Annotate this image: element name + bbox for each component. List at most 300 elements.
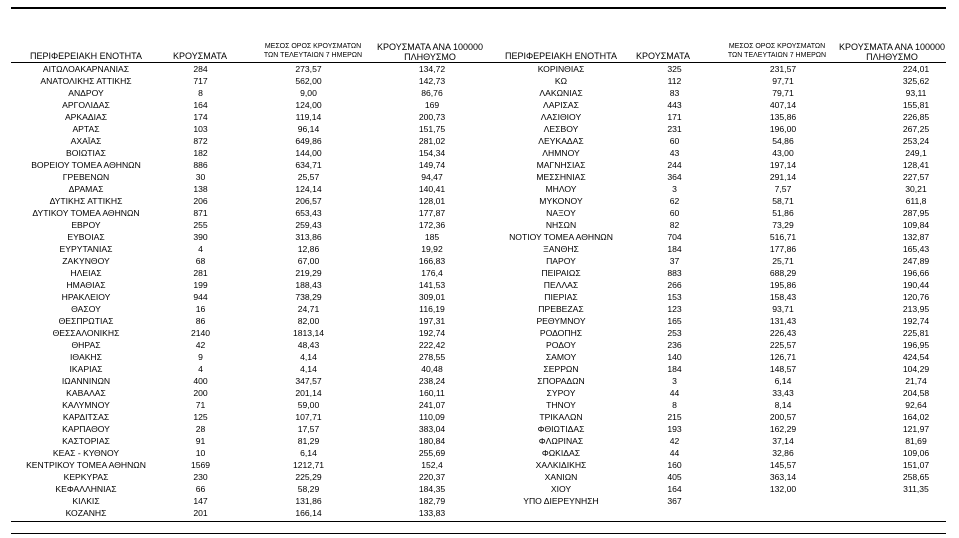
cell-per-100k: 247,89 [902,256,930,266]
cell-region-name: ΤΗΝΟΥ [546,400,576,410]
table-row [486,243,959,255]
cell-cases: 103 [193,124,208,134]
cell-cases: 443 [667,100,682,110]
table-row [486,87,959,99]
cell-per-100k: 611,8 [905,196,927,206]
header-region-left: ΠΕΡΙΦΕΡΕΙΑΚΗ ΕΝΟΤΗΤΑ [29,51,143,61]
cell-per-100k: 192,74 [418,328,446,338]
cell-avg-7day: 1212,71 [292,460,325,470]
table-row [11,399,487,411]
cell-region-name: ΝΟΤΙΟΥ ΤΟΜΕΑ ΑΘΗΝΩΝ [509,232,613,242]
table-row [486,363,959,375]
cell-region-name: ΘΕΣΠΡΩΤΙΑΣ [58,316,114,326]
cell-region-name: ΥΠΟ ΔΙΕΡΕΥΝΗΣΗ [523,496,599,506]
table-row [11,87,487,99]
table-row [11,363,487,375]
cell-per-100k: 177,87 [418,208,446,218]
cell-per-100k: 224,01 [902,64,930,74]
header-per100k-left [370,42,490,62]
cell-avg-7day: 738,29 [295,292,322,302]
table-row [11,255,487,267]
cell-avg-7day: 107,71 [295,412,322,422]
top-rule [11,7,946,9]
cell-avg-7day: 225,57 [769,340,797,350]
cell-per-100k: 180,84 [418,436,446,446]
table-row [11,435,487,447]
cell-region-name: ΚΟΡΙΝΘΙΑΣ [537,64,585,74]
table-row [11,123,487,135]
table-row [11,291,487,303]
table-row [486,195,959,207]
table-row [11,339,487,351]
cell-region-name: ΚΕΡΚΥΡΑΣ [63,472,109,482]
cell-cases: 68 [195,256,206,266]
cell-avg-7day: 196,00 [769,124,797,134]
cell-per-100k: 110,09 [419,412,445,422]
cell-region-name: ΣΥΡΟΥ [546,388,576,398]
table-row [486,111,959,123]
cell-avg-7day: 25,57 [297,172,320,182]
cell-per-100k: 30,21 [905,184,927,194]
cell-region-name: ΚΑΛΥΜΝΟΥ [62,400,110,410]
cell-avg-7day: 634,71 [295,160,322,170]
cell-avg-7day: 226,43 [769,328,797,338]
table-row [11,411,487,423]
cell-cases: 112 [667,76,682,86]
cell-per-100k: 104,29 [902,364,930,374]
cell-per-100k: 164,02 [902,412,930,422]
cell-cases: 164 [667,484,682,494]
cell-region-name: ΜΥΚΟΝΟΥ [539,196,583,206]
cell-per-100k: 196,66 [902,268,930,278]
cell-avg-7day: 82,00 [297,316,320,326]
header-cases-right: ΚΡΟΥΣΜΑΤΑ [636,51,690,61]
header-cases-left: ΚΡΟΥΣΜΑΤΑ [173,51,227,61]
cell-avg-7day: 97,71 [772,76,794,86]
cell-region-name: ΒΟΡΕΙΟΥ ΤΟΜΕΑ ΑΘΗΝΩΝ [31,160,141,170]
cell-cases: 171 [667,112,682,122]
cell-per-100k: 134,72 [418,64,446,74]
table-row [11,315,487,327]
cell-avg-7day: 273,57 [295,64,322,74]
cell-region-name: ΛΑΣΙΘΙΟΥ [540,112,582,122]
cell-region-name: ΗΛΕΙΑΣ [70,268,102,278]
cell-per-100k: 220,37 [418,472,446,482]
table-row [486,207,959,219]
cell-region-name: ΕΥΒΟΙΑΣ [67,232,105,242]
header-per100k-left-line1: ΚΡΟΥΣΜΑΤΑ ΑΝΑ 100000 [377,42,483,52]
table-row [11,171,487,183]
cell-region-name: ΚΕΑΣ - ΚΥΘΝΟΥ [52,448,120,458]
table-row [11,219,487,231]
cell-region-name: ΝΗΣΩΝ [545,220,577,230]
cell-avg-7day: 219,29 [295,268,322,278]
cell-per-100k: 184,35 [418,484,446,494]
cell-avg-7day: 562,00 [295,76,322,86]
table-row [11,183,487,195]
cell-region-name: ΚΟΖΑΝΗΣ [65,508,107,518]
table-row [11,471,487,483]
cell-region-name: ΘΗΡΑΣ [71,340,101,350]
cell-cases: 266 [667,280,682,290]
cell-avg-7day: 4,14 [300,364,317,374]
cell-avg-7day: 67,00 [297,256,320,266]
bottom-rule-2 [11,533,946,534]
cell-region-name: ΗΡΑΚΛΕΙΟΥ [61,292,111,302]
cell-region-name: ΦΩΚΙΔΑΣ [541,448,581,458]
cell-region-name: ΓΡΕΒΕΝΩΝ [62,172,110,182]
cell-cases: 871 [193,208,208,218]
cell-per-100k: 227,57 [902,172,930,182]
cell-cases: 215 [667,412,682,422]
cell-cases: 199 [193,280,208,290]
cell-region-name: ΕΥΡΥΤΑΝΙΑΣ [59,244,113,254]
cell-region-name: ΤΡΙΚΑΛΩΝ [539,412,583,422]
cell-cases: 165 [667,316,682,326]
cell-avg-7day: 25,71 [772,256,794,266]
cell-avg-7day: 195,86 [769,280,797,290]
cell-per-100k: 165,43 [902,244,930,254]
cell-per-100k: 109,06 [902,448,930,458]
cell-avg-7day: 79,71 [772,88,794,98]
cell-avg-7day: 48,43 [297,340,320,350]
cell-cases: 153 [667,292,682,302]
cell-cases: 16 [195,304,206,314]
cell-cases: 60 [669,136,680,146]
header-per100k-left-line2: ΠΛΗΘΥΣΜΟ [404,52,456,62]
cell-region-name: ΛΕΣΒΟΥ [543,124,579,134]
cell-region-name: ΚΑΒΑΛΑΣ [66,388,106,398]
cell-avg-7day: 197,14 [769,160,797,170]
cell-region-name: ΙΚΑΡΙΑΣ [69,364,103,374]
cell-region-name: ΜΑΓΝΗΣΙΑΣ [536,160,586,170]
cell-avg-7day: 58,71 [772,196,794,206]
cell-per-100k: 200,73 [418,112,446,122]
cell-cases: 367 [667,496,682,506]
cell-cases: 200 [193,388,208,398]
cell-region-name: ΑΡΚΑΔΙΑΣ [64,112,108,122]
table-row [11,447,487,459]
cell-per-100k: 21,74 [905,376,927,386]
cell-cases: 201 [193,508,208,518]
cell-per-100k: 424,54 [902,352,930,362]
table-row [486,183,959,195]
cell-per-100k: 287,95 [902,208,930,218]
table-row [486,99,959,111]
cell-per-100k: 151,75 [418,124,446,134]
cell-cases: 86 [195,316,206,326]
cell-avg-7day: 291,14 [769,172,797,182]
table-row [486,327,959,339]
table-row [11,303,487,315]
cell-region-name: ΘΕΣΣΑΛΟΝΙΚΗΣ [52,328,120,338]
cell-cases: 8 [198,88,203,98]
table-row [486,231,959,243]
table-row [486,159,959,171]
cell-cases: 37 [669,256,680,266]
cell-region-name: ΣΑΜΟΥ [545,352,577,362]
header-avg-right [712,42,842,60]
cell-avg-7day: 259,43 [295,220,322,230]
table-row [486,267,959,279]
cell-cases: 8 [672,400,677,410]
cell-per-100k: 166,83 [418,256,446,266]
cell-region-name: ΠΑΡΟΥ [546,256,576,266]
cell-region-name: ΜΕΣΣΗΝΙΑΣ [536,172,586,182]
cell-per-100k: 141,53 [418,280,446,290]
cell-per-100k: 278,55 [418,352,446,362]
cell-per-100k: 255,69 [418,448,446,458]
cell-region-name: ΘΑΣΟΥ [71,304,101,314]
cell-region-name: ΚΕΦΑΛΛΗΝΙΑΣ [55,484,117,494]
cell-per-100k: 120,76 [902,292,930,302]
cell-cases: 91 [195,436,206,446]
cell-region-name: ΗΜΑΘΙΑΣ [66,280,106,290]
cell-region-name: ΧΑΝΙΩΝ [544,472,578,482]
table-row [486,291,959,303]
cell-avg-7day: 7,57 [774,184,792,194]
table-row [486,375,959,387]
cell-avg-7day: 51,86 [772,208,794,218]
cell-avg-7day: 158,43 [769,292,797,302]
table-row [11,507,487,519]
cell-avg-7day: 43,00 [772,148,794,158]
cell-per-100k: 281,02 [418,136,446,146]
cell-per-100k: 154,34 [418,148,446,158]
cell-avg-7day: 32,86 [772,448,794,458]
table-row [11,279,487,291]
table-row [486,399,959,411]
cell-per-100k: 238,24 [418,376,446,386]
cell-avg-7day: 363,14 [769,472,797,482]
cell-avg-7day: 124,14 [295,184,322,194]
cell-cases: 4 [198,244,203,254]
cell-cases: 3 [672,376,677,386]
cell-per-100k: 40,48 [421,364,443,374]
cell-region-name: ΣΠΟΡΑΔΩΝ [537,376,585,386]
cell-avg-7day: 347,57 [295,376,322,386]
cell-region-name: ΛΗΜΝΟΥ [542,148,580,158]
table-row [11,267,487,279]
cell-cases: 83 [669,88,680,98]
cell-avg-7day: 37,14 [772,436,794,446]
cell-avg-7day: 4,14 [300,352,317,362]
cell-cases: 43 [669,148,680,158]
cell-avg-7day: 24,71 [297,304,320,314]
cell-avg-7day: 313,86 [295,232,322,242]
right-table [486,63,959,507]
cell-per-100k: 116,19 [419,304,445,314]
cell-avg-7day: 126,71 [769,352,797,362]
cell-per-100k: 267,25 [902,124,930,134]
cell-cases: 44 [669,448,680,458]
cell-region-name: ΛΑΡΙΣΑΣ [543,100,579,110]
cell-avg-7day: 8,14 [774,400,792,410]
cell-region-name: ΝΑΞΟΥ [546,208,576,218]
table-row [486,219,959,231]
cell-per-100k: 182,79 [418,496,446,506]
cell-per-100k: 176,4 [421,268,443,278]
cell-region-name: ΔΥΤΙΚΗΣ ΑΤΤΙΚΗΣ [49,196,123,206]
cell-region-name: ΛΕΥΚΑΔΑΣ [538,136,584,146]
table-row [486,495,959,507]
table-row [486,411,959,423]
cell-cases: 30 [195,172,206,182]
cell-avg-7day: 148,57 [769,364,797,374]
cell-per-100k: 204,58 [902,388,930,398]
cell-per-100k: 92,64 [905,400,927,410]
cell-per-100k: 94,47 [421,172,443,182]
cell-avg-7day: 407,14 [769,100,797,110]
cell-avg-7day: 688,29 [769,268,797,278]
cell-region-name: ΑΝΔΡΟΥ [68,88,104,98]
cell-cases: 160 [667,460,682,470]
cell-cases: 236 [667,340,682,350]
cell-avg-7day: 17,57 [297,424,320,434]
cell-per-100k: 86,76 [421,88,443,98]
cell-per-100k: 197,31 [418,316,446,326]
table-row [11,135,487,147]
cell-per-100k: 155,81 [902,100,930,110]
table-row [11,483,487,495]
table-row [486,315,959,327]
cell-avg-7day: 145,57 [769,460,797,470]
cell-region-name: ΙΩΑΝΝΙΝΩΝ [61,376,111,386]
table-row [486,387,959,399]
cell-cases: 405 [667,472,682,482]
cell-cases: 10 [195,448,206,458]
cell-region-name: ΜΗΛΟΥ [545,184,577,194]
cell-cases: 60 [669,208,680,218]
table-row [486,135,959,147]
cell-region-name: ΚΙΛΚΙΣ [72,496,100,506]
cell-per-100k: 142,73 [418,76,446,86]
table-row [486,171,959,183]
cell-region-name: ΚΩ [554,76,568,86]
cell-avg-7day: 162,29 [769,424,797,434]
cell-region-name: ΑΡΓΟΛΙΔΑΣ [62,100,110,110]
cell-per-100k: 132,87 [902,232,930,242]
cell-per-100k: 149,74 [418,160,446,170]
table-row [11,111,487,123]
table-row [486,123,959,135]
cell-region-name: ΠΙΕΡΙΑΣ [544,292,578,302]
cell-region-name: ΔΡΑΜΑΣ [68,184,104,194]
table-row [11,243,487,255]
table-row [11,387,487,399]
cell-avg-7day: 144,00 [295,148,322,158]
table-row [486,303,959,315]
cell-region-name: ΡΟΔΟΥ [546,340,576,350]
cell-cases: 184 [667,244,682,254]
cell-region-name: ΑΙΤΩΛΟΑΚΑΡΝΑΝΙΑΣ [42,64,130,74]
table-row [11,63,487,75]
cell-per-100k: 325,62 [902,76,930,86]
cell-avg-7day: 1813,14 [292,328,325,338]
cell-per-100k: 383,04 [418,424,446,434]
cell-avg-7day: 6,14 [774,376,792,386]
cell-avg-7day: 201,14 [295,388,322,398]
cell-cases: 253 [667,328,682,338]
header-per100k-right [831,42,953,62]
cell-avg-7day: 96,14 [297,124,320,134]
cell-per-100k: 121,97 [902,424,930,434]
cell-cases: 284 [193,64,208,74]
table-row [11,195,487,207]
table-row [486,255,959,267]
cell-cases: 182 [193,148,208,158]
cell-avg-7day: 93,71 [772,304,794,314]
cell-cases: 147 [193,496,208,506]
cell-cases: 704 [667,232,682,242]
cell-region-name: ΠΕΙΡΑΙΩΣ [541,268,581,278]
cell-cases: 2140 [190,328,211,338]
cell-avg-7day: 177,86 [769,244,797,254]
cell-region-name: ΕΒΡΟΥ [71,220,101,230]
cell-avg-7day: 9,00 [300,88,317,98]
cell-cases: 184 [667,364,682,374]
table-row [11,207,487,219]
cell-per-100k: 309,01 [418,292,446,302]
cell-cases: 400 [193,376,208,386]
cell-region-name: ΙΘΑΚΗΣ [70,352,102,362]
cell-region-name: ΞΑΝΘΗΣ [543,244,579,254]
cell-per-100k: 253,24 [902,136,930,146]
cell-per-100k: 81,69 [905,436,927,446]
table-row [11,99,487,111]
cell-per-100k: 109,84 [902,220,930,230]
cell-avg-7day: 73,29 [772,220,794,230]
cell-cases: 325 [667,64,682,74]
cell-region-name: ΡΕΘΥΜΝΟΥ [536,316,586,326]
cell-cases: 66 [195,484,206,494]
cell-avg-7day: 516,71 [769,232,797,242]
cell-region-name: ΠΕΛΛΑΣ [543,280,579,290]
cell-region-name: ΔΥΤΙΚΟΥ ΤΟΜΕΑ ΑΘΗΝΩΝ [32,208,140,218]
cell-cases: 28 [195,424,206,434]
cell-per-100k: 225,81 [902,328,930,338]
cell-cases: 886 [193,160,208,170]
cell-avg-7day: 124,00 [295,100,322,110]
cell-cases: 717 [193,76,208,86]
table-row [486,279,959,291]
cell-cases: 231 [667,124,682,134]
header-per100k-right-line2: ΠΛΗΘΥΣΜΟ [866,52,918,62]
cell-cases: 82 [669,220,680,230]
cell-avg-7day: 188,43 [295,280,322,290]
table-row [486,423,959,435]
cell-cases: 164 [193,100,208,110]
cell-avg-7day: 649,86 [295,136,322,146]
cell-cases: 244 [667,160,682,170]
table-row [486,459,959,471]
table-row [486,471,959,483]
cell-region-name: ΧΙΟΥ [550,484,572,494]
table-row [486,75,959,87]
cell-cases: 1569 [190,460,211,470]
cell-region-name: ΠΡΕΒΕΖΑΣ [538,304,584,314]
cell-avg-7day: 59,00 [297,400,320,410]
cell-avg-7day: 200,57 [769,412,797,422]
cell-avg-7day: 119,14 [295,112,322,122]
cell-region-name: ΑΡΤΑΣ [72,124,100,134]
cell-cases: 390 [193,232,208,242]
cell-avg-7day: 58,29 [297,484,320,494]
cell-per-100k: 169 [424,100,440,110]
table-row [11,159,487,171]
cell-avg-7day: 33,43 [772,388,794,398]
cell-avg-7day: 225,29 [295,472,322,482]
